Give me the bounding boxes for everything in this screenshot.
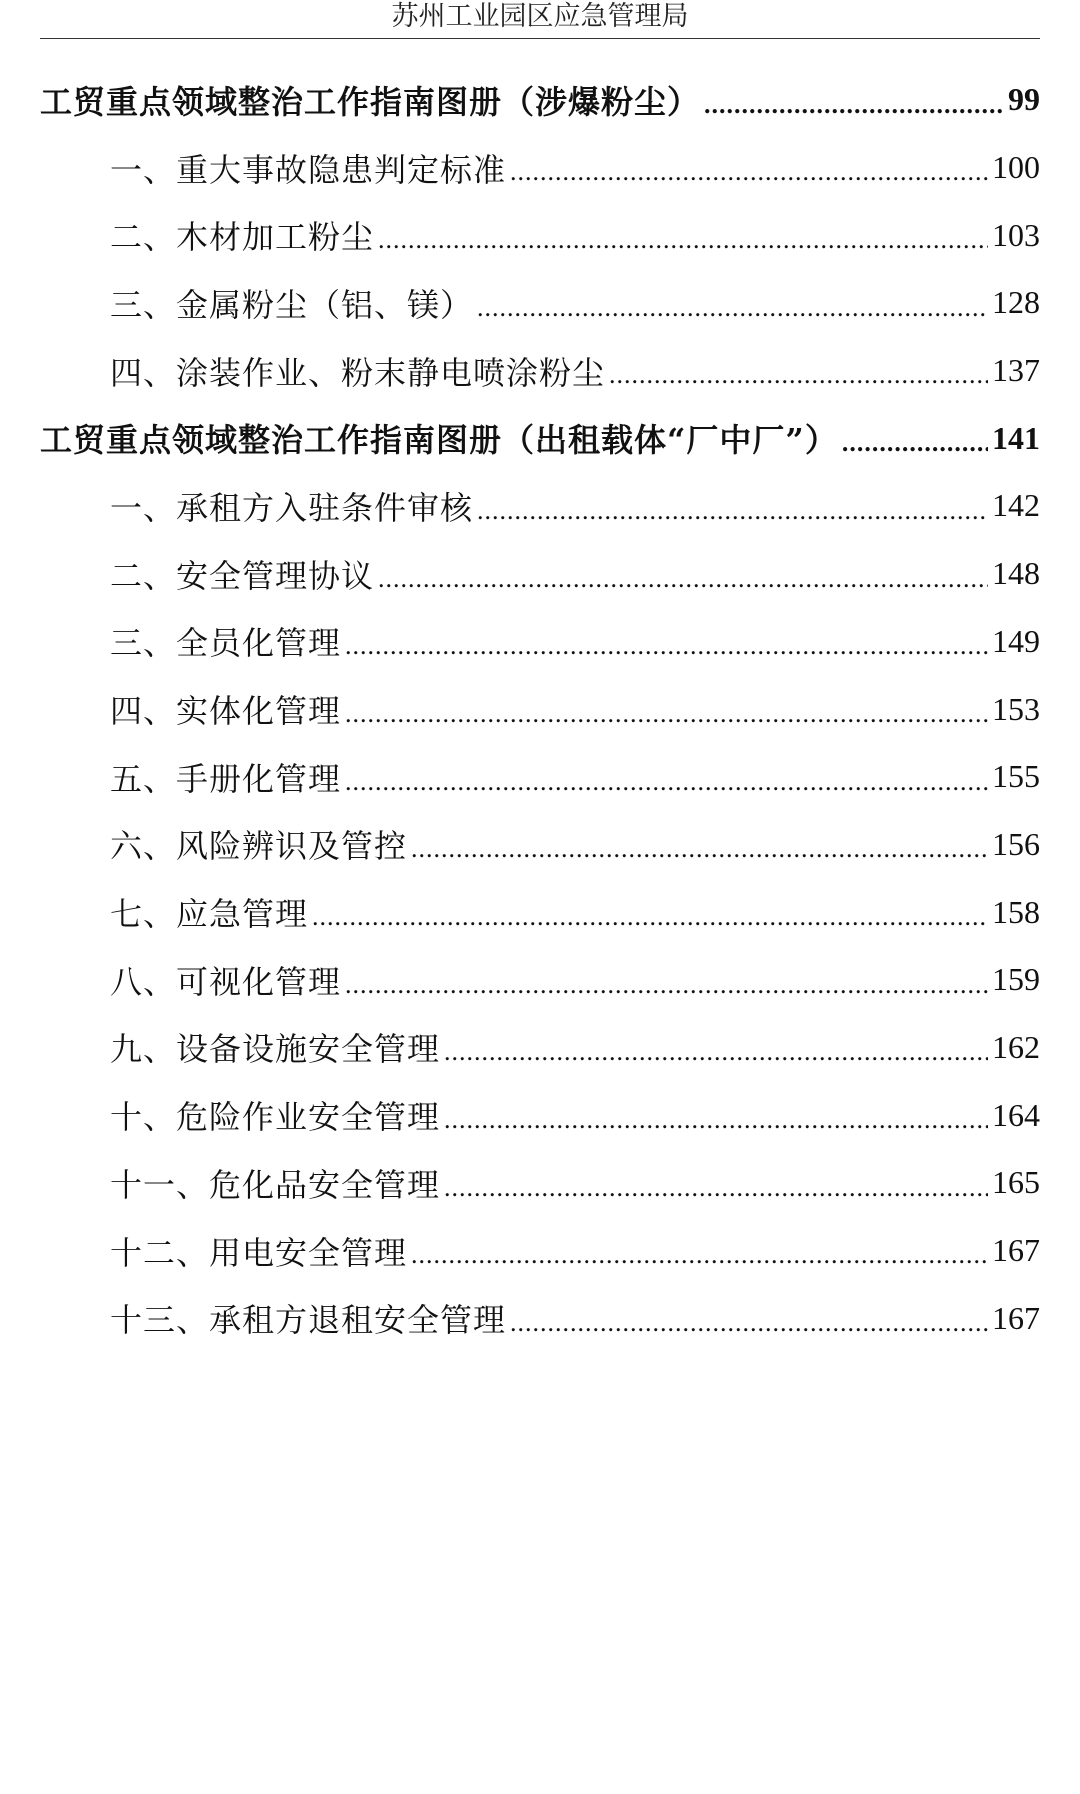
toc-entry-title: 三、金属粉尘（铝、镁） [110,285,474,324]
toc-leader-dots [477,295,988,337]
toc-leader-dots [842,430,988,472]
toc-entry-metal-dust[interactable] [110,269,1040,337]
table-of-contents [0,66,1080,1352]
toc-entry-title: 一、承租方入驻条件审核 [110,488,474,527]
toc-entry-page: 167 [992,1299,1040,1336]
toc-entry-title: 四、实体化管理 [110,692,342,731]
toc-entry-title: 十、危险作业安全管理 [110,1098,441,1137]
toc-entry-title: 九、设备设施安全管理 [110,1030,441,1069]
toc-entry-title: 三、全员化管理 [110,624,342,663]
toc-entry-page: 165 [992,1164,1040,1201]
toc-entry-title: 工贸重点领域整治工作指南图册（出租载体“厂中厂”） [40,421,838,460]
toc-leader-dots [444,1175,988,1217]
toc-entry-page: 153 [992,690,1040,727]
toc-entry-page: 148 [992,555,1040,592]
toc-entry-title: 一、重大事故隐患判定标准 [110,150,507,189]
toc-leader-dots [378,227,988,269]
toc-leader-dots [345,701,988,743]
toc-entry-hazardous-work-safety[interactable] [110,1081,1040,1149]
toc-leader-dots [345,633,988,675]
toc-entry-page: 100 [992,149,1040,186]
toc-entry-title: 二、安全管理协议 [110,556,375,595]
toc-entry-major-hazard-criteria[interactable] [110,134,1040,202]
toc-entry-entity-management[interactable] [110,675,1040,743]
toc-entry-dust-explosion-section[interactable] [40,66,1040,134]
toc-leader-dots [312,904,988,946]
toc-entry-emergency-management[interactable] [110,878,1040,946]
toc-entry-safety-agreement[interactable] [110,540,1040,608]
toc-leader-dots [411,1242,988,1284]
toc-entry-title: 十一、危化品安全管理 [110,1165,441,1204]
toc-entry-title: 二、木材加工粉尘 [110,218,375,257]
toc-entry-title: 八、可视化管理 [110,962,342,1001]
toc-leader-dots [510,1310,988,1352]
toc-entry-all-staff-management[interactable] [110,608,1040,676]
toc-entry-page: 159 [992,961,1040,998]
toc-leader-dots [444,1039,988,1081]
toc-entry-page: 103 [992,216,1040,253]
toc-leader-dots [411,836,988,878]
toc-entry-page: 149 [992,622,1040,659]
toc-entry-page: 128 [992,284,1040,321]
toc-entry-page: 162 [992,1028,1040,1065]
toc-leader-dots [609,362,988,404]
toc-entry-page: 155 [992,758,1040,795]
toc-entry-title: 四、涂装作业、粉末静电喷涂粉尘 [110,353,606,392]
toc-entry-manual-management[interactable] [110,743,1040,811]
toc-entry-visual-management[interactable] [110,946,1040,1014]
toc-leader-dots [444,1107,988,1149]
toc-entry-electrical-safety[interactable] [110,1217,1040,1285]
toc-leader-dots [345,972,988,1014]
toc-entry-title: 七、应急管理 [110,895,309,934]
toc-leader-dots [477,498,988,540]
toc-entry-page: 158 [992,893,1040,930]
toc-leader-dots [704,92,1004,134]
toc-entry-coating-dust[interactable] [110,337,1040,405]
toc-entry-tenant-admission[interactable] [110,472,1040,540]
toc-leader-dots [345,769,988,811]
page-header [40,0,1040,39]
toc-leader-dots [378,566,988,608]
toc-entry-hazardous-chemicals-safety[interactable] [110,1149,1040,1217]
toc-entry-page: 142 [992,487,1040,524]
toc-entry-wood-dust[interactable] [110,201,1040,269]
toc-leader-dots [510,159,988,201]
toc-entry-title: 十三、承租方退租安全管理 [110,1301,507,1340]
toc-entry-page: 137 [992,352,1040,389]
toc-entry-equipment-safety[interactable] [110,1014,1040,1082]
toc-entry-page: 167 [992,1232,1040,1269]
toc-entry-title: 五、手册化管理 [110,759,342,798]
header-title: 苏州工业园区应急管理局 [391,1,689,32]
toc-entry-page: 141 [992,419,1040,456]
toc-entry-title: 十二、用电安全管理 [110,1233,408,1272]
toc-entry-title: 工贸重点领域整治工作指南图册（涉爆粉尘） [40,82,701,121]
toc-entry-tenant-exit-safety[interactable] [110,1284,1040,1352]
toc-entry-page: 156 [992,825,1040,862]
toc-entry-page: 164 [992,1096,1040,1133]
toc-entry-title: 六、风险辨识及管控 [110,827,408,866]
toc-entry-rental-carrier-section[interactable] [40,404,1040,472]
toc-entry-risk-control[interactable] [110,811,1040,879]
toc-entry-page: 99 [1008,81,1040,118]
